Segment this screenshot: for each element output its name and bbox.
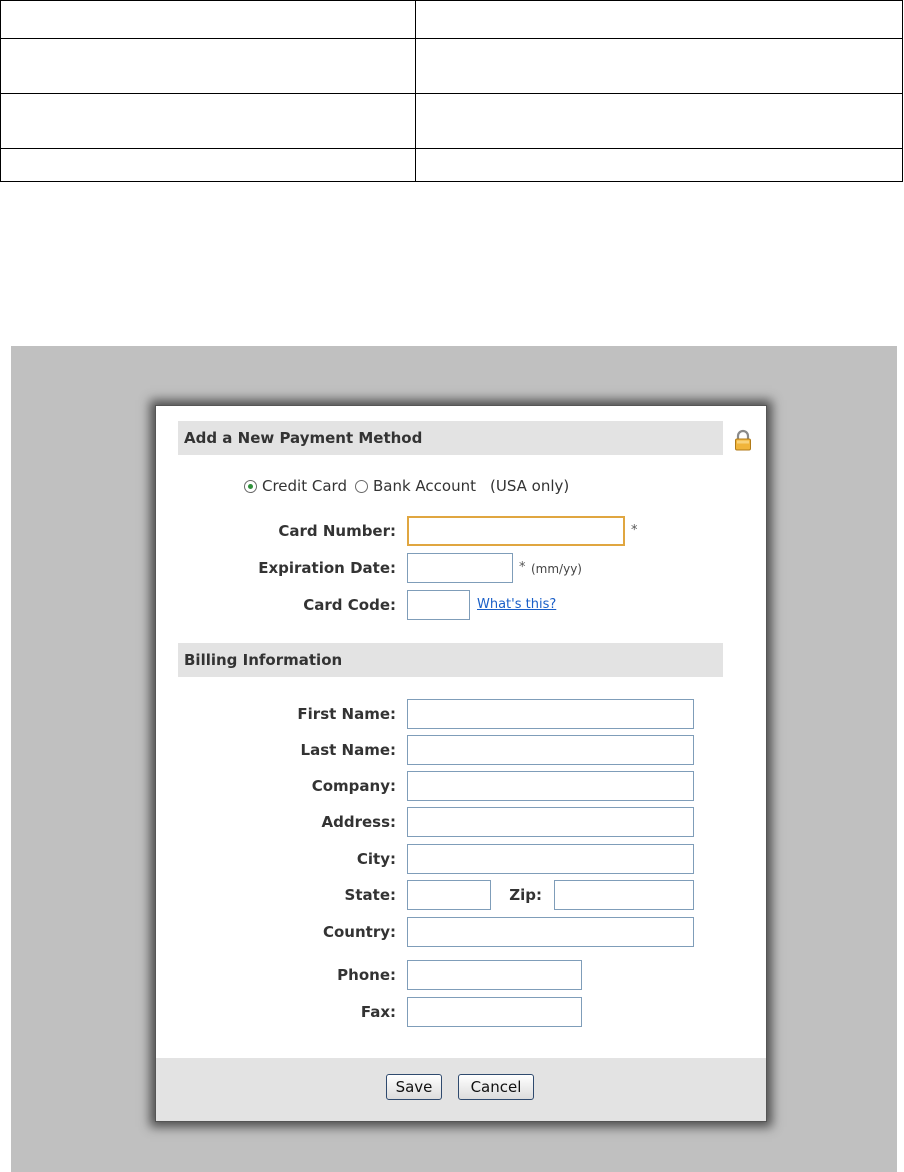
first-name-input[interactable] bbox=[407, 699, 694, 729]
expiration-format-hint: (mm/yy) bbox=[531, 562, 582, 576]
expiration-required-mark: * bbox=[519, 560, 526, 575]
table-cell bbox=[416, 94, 903, 149]
table-cell bbox=[416, 39, 903, 94]
first-name-label: First Name: bbox=[297, 705, 396, 723]
card-number-label: Card Number: bbox=[278, 522, 396, 540]
phone-label: Phone: bbox=[337, 966, 396, 984]
country-label: Country: bbox=[322, 923, 396, 941]
address-label: Address: bbox=[321, 813, 396, 831]
credit-card-label[interactable]: Credit Card bbox=[262, 477, 347, 495]
card-code-input[interactable] bbox=[407, 590, 470, 620]
country-input[interactable] bbox=[407, 917, 694, 947]
state-label: State: bbox=[344, 886, 396, 904]
zip-input[interactable] bbox=[554, 880, 694, 910]
bank-account-label[interactable]: Bank Account bbox=[372, 477, 476, 495]
table-row bbox=[1, 149, 903, 182]
credit-card-radio[interactable] bbox=[244, 480, 257, 493]
phone-input[interactable] bbox=[407, 960, 582, 990]
zip-label: Zip: bbox=[509, 886, 542, 904]
table-row bbox=[1, 39, 903, 94]
dialog-footer bbox=[156, 1058, 766, 1121]
table-cell bbox=[416, 149, 903, 182]
payment-dialog bbox=[155, 405, 767, 1122]
city-input[interactable] bbox=[407, 844, 694, 874]
fax-label: Fax: bbox=[360, 1003, 396, 1021]
last-name-label: Last Name: bbox=[300, 741, 396, 759]
company-label: Company: bbox=[311, 777, 396, 795]
expiration-date-label: Expiration Date: bbox=[258, 559, 396, 577]
table-cell bbox=[1, 94, 416, 149]
payment-type-group bbox=[244, 477, 569, 495]
address-input[interactable] bbox=[407, 807, 694, 837]
table-cell bbox=[416, 1, 903, 39]
table-cell bbox=[1, 149, 416, 182]
payment-section-title: Add a New Payment Method bbox=[178, 421, 723, 455]
card-number-required-mark: * bbox=[631, 523, 638, 538]
save-button[interactable]: Save bbox=[386, 1074, 442, 1100]
lock-icon bbox=[734, 429, 752, 451]
card-code-label: Card Code: bbox=[303, 596, 396, 614]
billing-section-title: Billing Information bbox=[178, 643, 723, 677]
bank-account-radio[interactable] bbox=[355, 480, 368, 493]
fax-input[interactable] bbox=[407, 997, 582, 1027]
empty-table bbox=[0, 0, 903, 182]
table-cell bbox=[1, 39, 416, 94]
table-cell bbox=[1, 1, 416, 39]
table-row bbox=[1, 94, 903, 149]
card-number-input[interactable] bbox=[407, 516, 625, 546]
cancel-button[interactable]: Cancel bbox=[458, 1074, 534, 1100]
whats-this-link[interactable]: What's this? bbox=[477, 597, 557, 612]
company-input[interactable] bbox=[407, 771, 694, 801]
expiration-date-input[interactable] bbox=[407, 553, 513, 583]
table-row bbox=[1, 1, 903, 39]
last-name-input[interactable] bbox=[407, 735, 694, 765]
usa-only-note: (USA only) bbox=[489, 477, 570, 495]
city-label: City: bbox=[356, 850, 396, 868]
